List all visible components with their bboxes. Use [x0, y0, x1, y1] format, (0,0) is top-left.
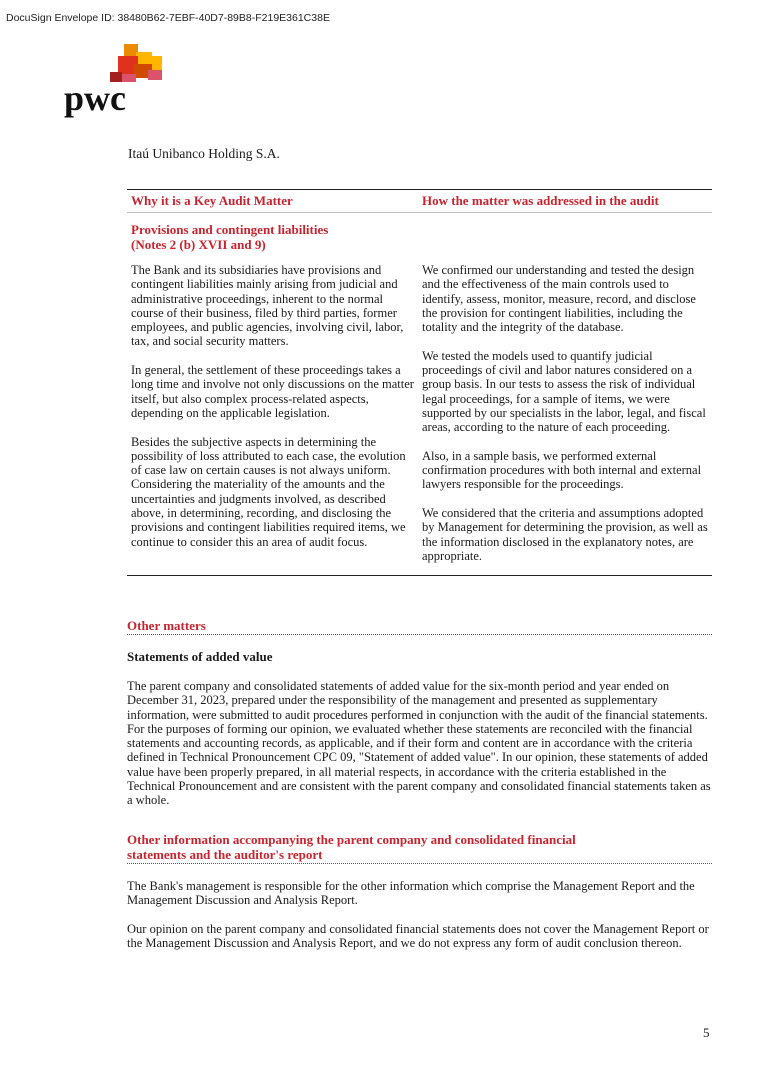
kam-right-paragraph: We considered that the criteria and assumptions adopted by Management for determining the provision, as well as the information disclosed in the explanatory notes, are appropriate. [422, 506, 708, 563]
kam-left-paragraph: Besides the subjective aspects in determining the possibility of loss attributed to each case, the evolution of case law on certain causes is not always uniform. Considering the materiality of the amounts and the uncertainties and judgments involved, as described above, in determining, recording, and disclosing the provisions and contingent liabilities required items, we continue to consider this an area of audit focus. [131, 434, 406, 549]
kam-right-column [422, 263, 712, 575]
other-matters-section [127, 618, 712, 808]
kam-right-paragraph: We tested the models used to quantify judicial proceedings of civil and labor natures considered on a group basis. In our tests to assess the risk of individual legal proceedings, for a sample of items, we were supported by our specialists in the labor, legal, and fiscal areas, according to the nature of each proceeding. [422, 348, 706, 435]
page-number: 5 [703, 1025, 710, 1040]
kam-columns [127, 263, 712, 575]
other-information-paragraph: Our opinion on the parent company and consolidated financial statements does not cover the Management Report or the Management Discussion and Analysis Report, and we do not express any form of audit conclusion thereon. [127, 921, 709, 950]
kam-left-paragraph: In general, the settlement of these proceedings takes a long time and involve not only discussions on the matter itself, but also complex process-related aspects, depending on the applicable legislation. [131, 363, 414, 420]
logo-text: pwc [64, 78, 126, 118]
kam-right-paragraph: Also, in a sample basis, we performed external confirmation procedures with both internal and external lawyers responsible for the proceedings. [422, 448, 702, 492]
pwc-logo [64, 42, 174, 122]
statements-added-value-heading: Statements of added value [127, 649, 273, 664]
other-information-paragraph: The Bank's management is responsible for the other information which comprise the Management Report and the Management Discussion and Analysis Report. [127, 879, 695, 908]
company-name: Itaú Unibanco Holding S.A. [128, 146, 280, 161]
kam-title: Provisions and contingent liabilities (Notes 2 (b) XVII and 9) [131, 222, 329, 252]
header-why-key-audit-matter: Why it is a Key Audit Matter [131, 193, 293, 208]
docusign-envelope-id: DocuSign Envelope ID: 38480B62-7EBF-40D7-89B8-F219E361C38E [6, 12, 330, 24]
other-matters-heading: Other matters [127, 618, 712, 635]
kam-right-paragraph: We confirmed our understanding and tested the design and the effectiveness of the main controls used to identify, assess, monitor, measure, record, and disclose the provision for contingent liabilities, including the totality and the integrity of the database. [422, 263, 696, 335]
other-information-section [127, 832, 712, 950]
other-information-heading: Other information accompanying the parent company and consolidated financial statements and the auditor's report [127, 832, 712, 864]
key-audit-matter-table [127, 189, 712, 576]
logo-block [124, 44, 138, 58]
logo-block [148, 70, 162, 80]
header-how-addressed: How the matter was addressed in the audit [422, 193, 659, 208]
kam-left-column [127, 263, 422, 575]
kam-left-paragraph: The Bank and its subsidiaries have provisions and contingent liabilities mainly arising from judicial and administrative proceedings, inherent to the normal course of their business, filed by third parties, former employees, and public agencies, involving civil, labor, tax, and social security matters. [131, 263, 404, 349]
table-header [127, 190, 712, 213]
statements-added-value-paragraph: The parent company and consolidated statements of added value for the six-month period and year ended on December 31, 2023, prepared under the responsibility of the management and presented as supplementary information, were submitted to audit procedures performed in conjunction with the audit of the financial statements. For the purposes of forming our opinion, we evaluated whether these statements are reconciled with the financial statements and accounting records, as applicable, and if their form and content are in accordance with the criteria defined in Technical Pronouncement CPC 09, "Statement of added value". In our opinion, these statements of added value have been properly prepared, in all material respects, in accordance with the criteria established in the Technical Pronouncement and are consistent with the parent company and consolidated financial statements taken as a whole. [127, 679, 711, 808]
